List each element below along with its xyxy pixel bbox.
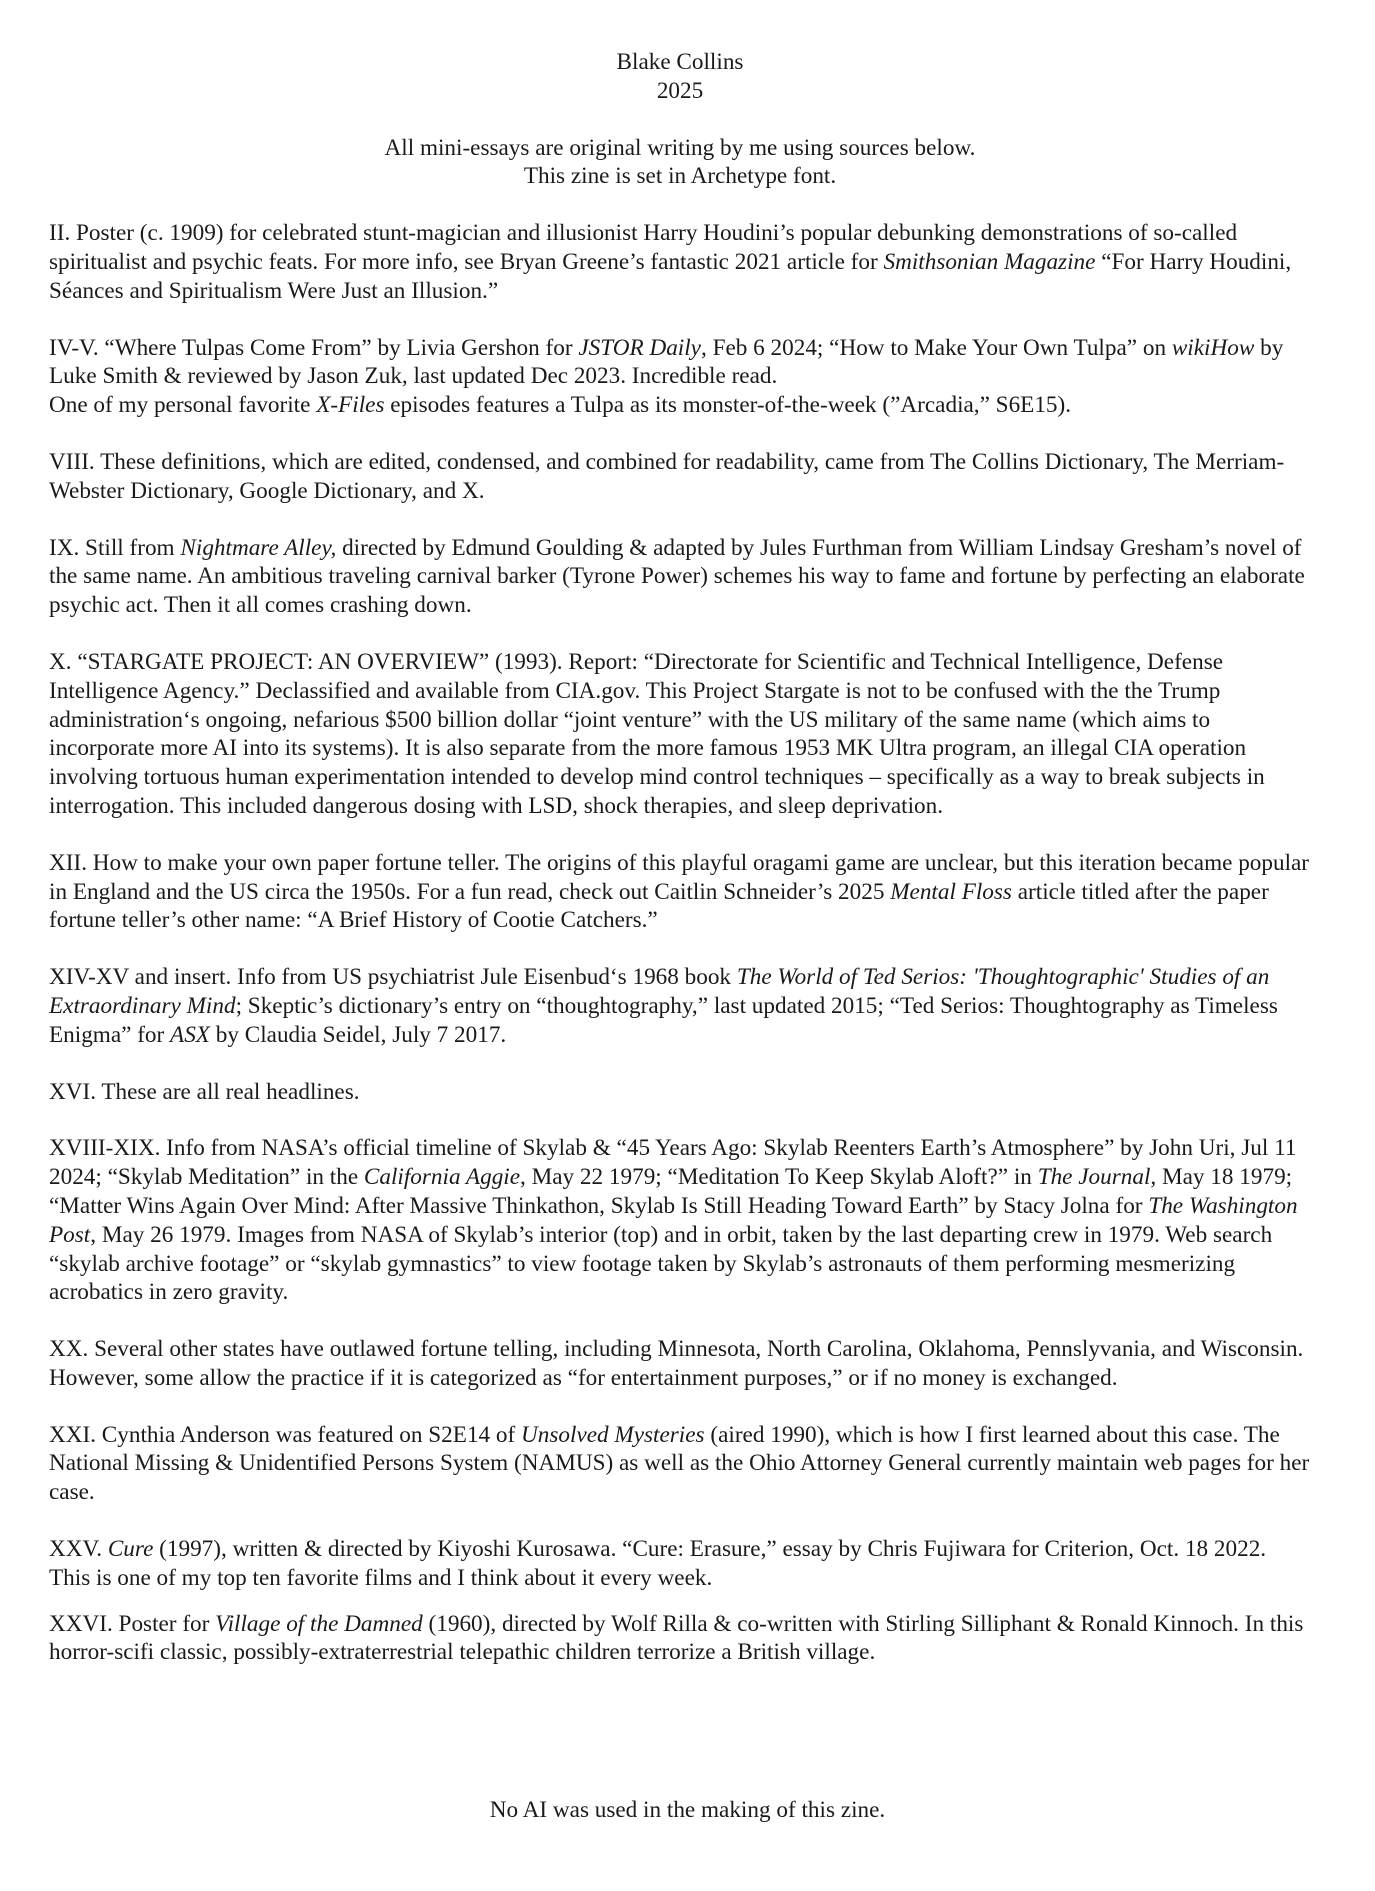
note-xxi bbox=[49, 1421, 1311, 1507]
page-header bbox=[49, 48, 1311, 106]
footer-statement: No AI was used in the making of this zine. bbox=[489, 1797, 886, 1823]
intro-statement bbox=[49, 134, 1311, 192]
note-xvi: XVI. These are all real headlines. bbox=[49, 1078, 360, 1105]
note-xiv-xv bbox=[49, 963, 1311, 1049]
note-xxv-text-2: (1997), written & directed by Kiyoshi Kurosawa. “Cure: Erasure,” essay by Chris Fujiwara for Criterion, Oct. 18 2022. This is one of my top ten favorite films and I think about it every week. bbox=[49, 1536, 1267, 1591]
note-xxvi-text: XXVI. Poster for bbox=[49, 1610, 216, 1637]
note-iv-text-5: episodes features a Tulpa as its monster-of-the-week (”Arcadia,” S6E15). bbox=[384, 392, 1072, 419]
intro-line-1: All mini-essays are original writing by me using sources below. bbox=[384, 134, 976, 161]
note-xviii-text-3: May 18 1979; “Matter Wins Again Over Mind: After Massive Thinkathon, Skylab Is Still Heading Toward Earth” by Stacy Jolna for bbox=[49, 1164, 1293, 1219]
note-xiv-publication: ASX bbox=[170, 1021, 210, 1048]
note-x: X. “STARGATE PROJECT: AN OVERVIEW” (1993). Report: “Directorate for Scientific and Technical Intelligence, Defense Intelligence Agency.” Declassified and available from CIA.gov. This Project Stargate is not to be confused with the the Trump administration‘s ongoing, nefarious $500 billion dollar “joint venture” with the US military of the same name (which aims to incorporate more AI into its systems). It is also separate from the more famous 1953 MK Ultra program, an illegal CIA operation involving tortuous human experimentation intended to develop mind control techniques – specifically as a way to break subjects in interrogation. This included dangerous dosing with LSD, shock therapies, and sleep deprivation. bbox=[49, 648, 1265, 819]
note-xii-text: XII. How to make your own paper fortune teller. The origins of this playful oragami game are unclear, but this iteration became popular in England and the US circa the 1950s. For a fun read, check out Caitlin Schneider’s 2025 bbox=[49, 849, 1310, 905]
note-xiv-book: The World of Ted Serios: 'Thoughtographic' Studies of an Extraordinary Mind bbox=[49, 964, 1270, 1019]
note-xviii-text: XVIII-XIX. Info from NASA’s official timeline of Skylab & “45 Years Ago: Skylab Reenters Earth’s Atmosphere” by John Uri, Jul 11 2024; “Skylab Meditation” in the bbox=[49, 1135, 1297, 1191]
note-iv-line-2 bbox=[49, 391, 1311, 420]
note-iv-text-3: by Luke Smith & reviewed by Jason Zuk, last updated Dec 2023. Incredible read. bbox=[49, 334, 1284, 390]
note-xiv-text-2: ; Skeptic’s dictionary’s entry on “thoughtography,” last updated 2015; “Ted Serios: Thoughtography as Timeless Enigma” for bbox=[49, 992, 1278, 1048]
note-iv-show: X-Files bbox=[316, 392, 385, 419]
note-iv-publication: JSTOR Daily bbox=[578, 334, 701, 361]
note-xviii-xix bbox=[49, 1134, 1311, 1307]
note-xii-publication: Mental Floss bbox=[890, 878, 1012, 905]
note-ix-text: IX. Still from bbox=[49, 534, 181, 561]
note-xxi-show: Unsolved Mysteries bbox=[521, 1421, 705, 1448]
note-xxv bbox=[49, 1535, 1311, 1593]
note-ii bbox=[49, 219, 1311, 305]
note-xxvi-text-2: (1960), directed by Wolf Rilla & co-written with Stirling Silliphant & Ronald Kinnoch. In this horror-scifi classic, possibly-extraterrestrial telepathic children terrorize a British village. bbox=[49, 1610, 1304, 1666]
note-ii-title: “For Harry Houdini, Séances and Spiritualism Were Just an Illusion.” bbox=[49, 248, 1292, 304]
note-xx: XX. Several other states have outlawed fortune telling, including Minnesota, North Carolina, Oklahoma, Pennslyvania, and Wisconsin. However, some allow the practice if it is categorized as “for entertainment purposes,” or if no money is exchanged. bbox=[49, 1336, 1304, 1391]
zine-credits-page bbox=[49, 48, 1311, 1667]
note-xxv-text: XXV. bbox=[49, 1536, 108, 1563]
note-xii bbox=[49, 849, 1311, 935]
note-iv-site: wikiHow bbox=[1171, 334, 1255, 361]
note-xviii-text-2: , May 22 1979; “Meditation To Keep Skylab Aloft?” in bbox=[520, 1164, 1038, 1191]
note-xxi-text-2: (aired 1990), which is how I first learned about this case. The National Missing & Unidentified Persons System (NAMUS) as well as the Ohio Attorney General currently maintain web pages for her case. bbox=[49, 1421, 1310, 1506]
note-xxi-text: XXI. Cynthia Anderson was featured on S2E14 of bbox=[49, 1421, 522, 1448]
note-xii-text-2: article titled after the paper fortune teller’s other name: “A Brief History of Cootie Catchers.” bbox=[49, 878, 1269, 934]
source-notes bbox=[49, 219, 1311, 1667]
note-xxvi-film: Village of the Damned bbox=[215, 1610, 423, 1637]
note-iv-text: IV-V. “Where Tulpas Come From” by Livia Gershon for bbox=[49, 334, 579, 361]
note-ii-publication: Smithsonian Magazine bbox=[883, 248, 1096, 275]
note-xviii-publication-1: California Aggie bbox=[363, 1164, 521, 1191]
intro-line-2: This zine is set in Archetype font. bbox=[523, 163, 837, 190]
note-xiv-text: XIV-XV and insert. Info from US psychiatrist Jule Eisenbud‘s 1968 book bbox=[49, 964, 737, 991]
note-iv-v bbox=[49, 334, 1311, 420]
note-ix-text-2: directed by Edmund Goulding & adapted by Jules Furthman from William Lindsay Gresham’s novel of the same name. An ambitious traveling carnival barker (Tyrone Power) schemes his way to fame and fortune by perfecting an elaborate psychic act. Then it all comes crashing down. bbox=[49, 534, 1305, 619]
publication-year: 2025 bbox=[656, 77, 704, 104]
note-ix-film: Nightmare Alley, bbox=[180, 534, 337, 561]
note-xviii-publication-2: The Journal, bbox=[1037, 1164, 1157, 1191]
note-xviii-publication-3: The Washington Post bbox=[49, 1192, 1298, 1248]
note-xviii-text-4: , May 26 1979. Images from NASA of Skylab’s interior (top) and in orbit, taken by the last departing crew in 1979. Web search “skylab archive footage” or “skylab gymnastics” to view footage taken by Skylab’s astronauts of them performing mesmerizing acrobatics in zero gravity. bbox=[49, 1221, 1273, 1306]
note-iv-text-2: , Feb 6 2024; “How to Make Your Own Tulpa” on bbox=[700, 334, 1172, 361]
note-xxv-film: Cure bbox=[107, 1536, 154, 1563]
note-xiv-text-3: by Claudia Seidel, July 7 2017. bbox=[209, 1021, 507, 1048]
note-xxvi bbox=[49, 1610, 1311, 1668]
note-iv-text-4: One of my personal favorite bbox=[49, 392, 317, 419]
note-ii-text: II. Poster (c. 1909) for celebrated stunt-magician and illusionist Harry Houdini’s popular debunking demonstrations of so-called spiritualist and psychic feats. For more info, see Bryan Greene’s fantastic 2021 article for bbox=[49, 220, 1238, 275]
author-name: Blake Collins bbox=[616, 49, 744, 75]
note-ix bbox=[49, 534, 1311, 620]
note-viii: VIII. These definitions, which are edited, condensed, and combined for readability, came from The Collins Dictionary, The Merriam- Webster Dictionary, Google Dictionary, and X. bbox=[49, 448, 1285, 504]
